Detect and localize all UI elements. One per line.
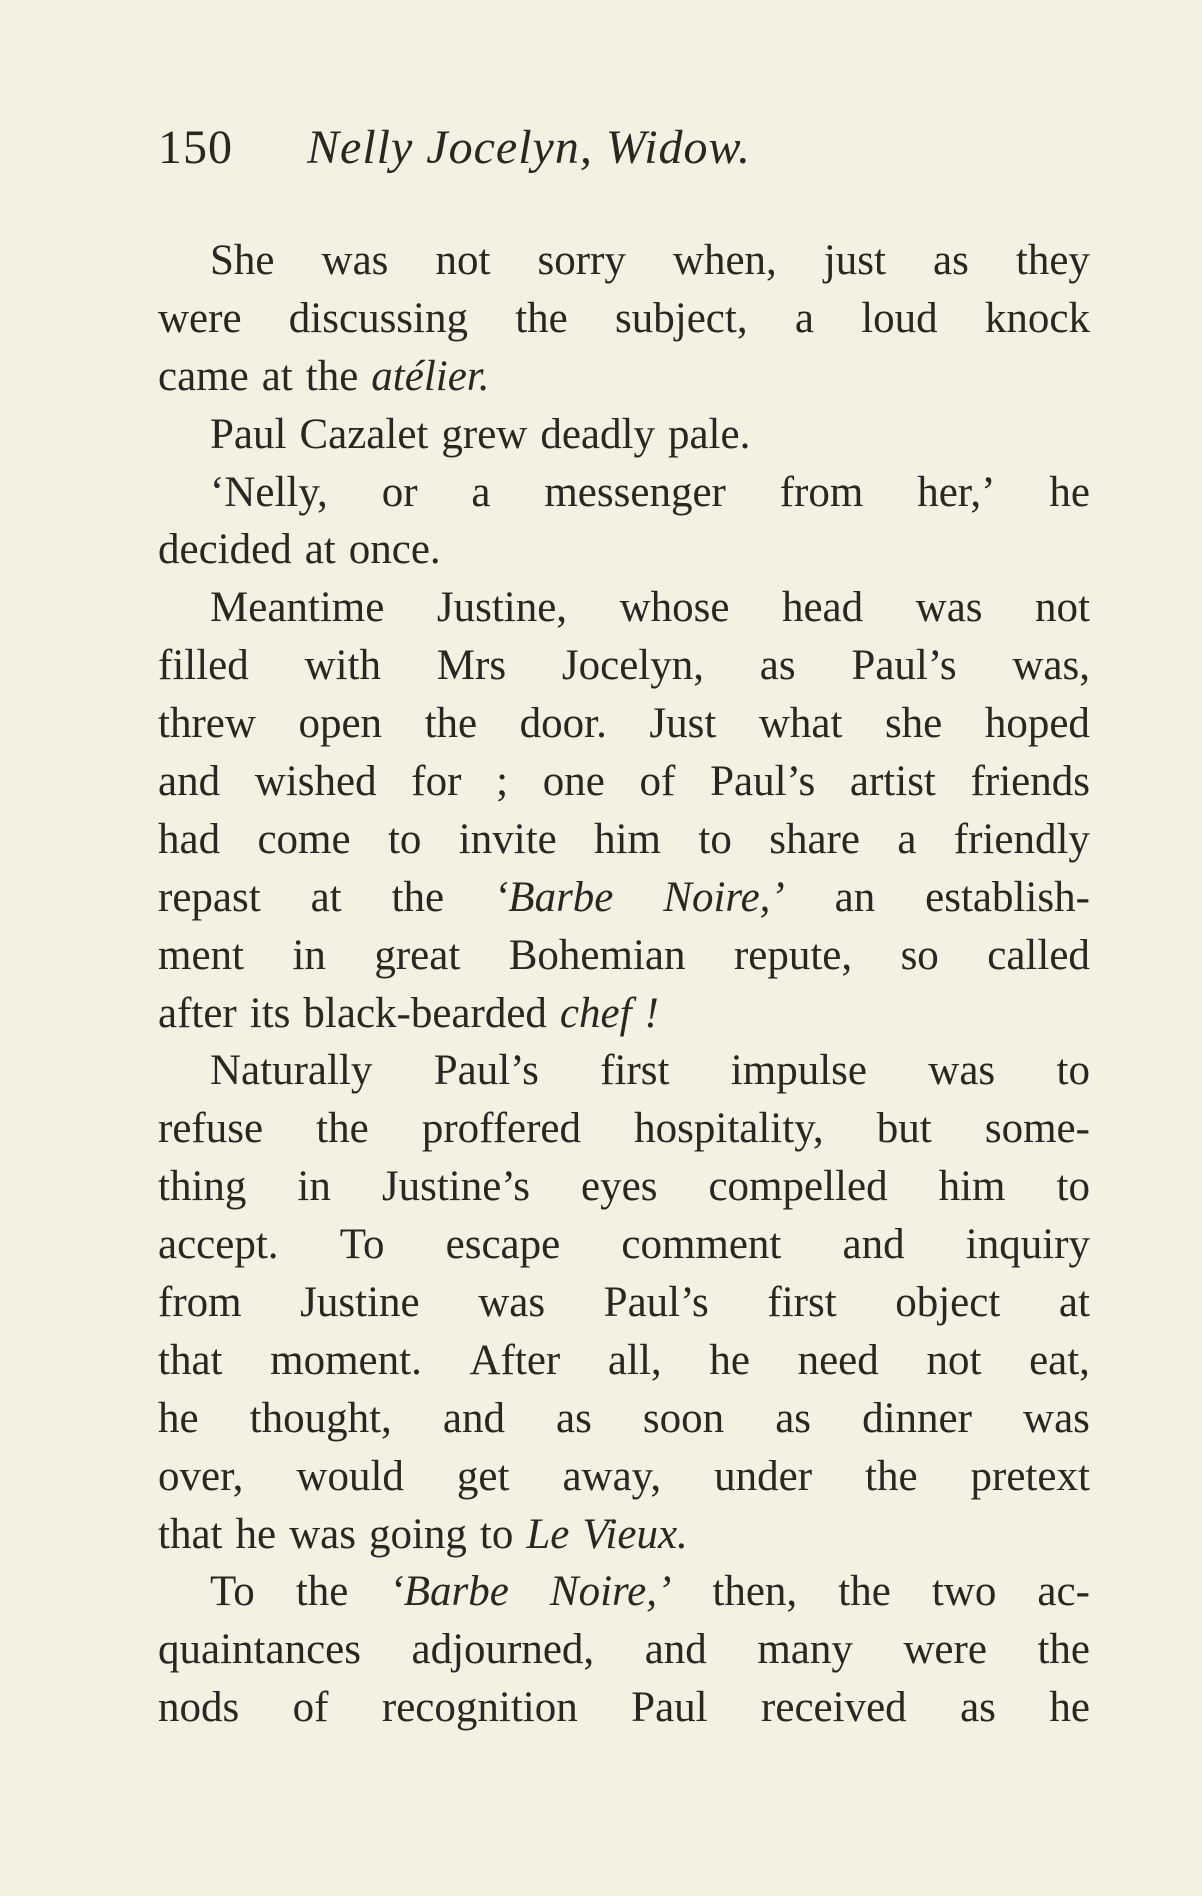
- text-line: threw open the door. Just what she hoped: [158, 700, 1090, 748]
- text-line: after its black-bearded chef !: [158, 989, 659, 1037]
- text-line: repast at the ‘Barbe Noire,’ an establish-: [158, 873, 1090, 921]
- text-line: quaintances adjourned, and many were the: [158, 1626, 1090, 1674]
- text-line: decided at once.: [158, 526, 441, 574]
- text-line: that moment. After all, he need not eat,: [158, 1336, 1090, 1384]
- text-line: Naturally Paul’s first impulse was to: [210, 1047, 1090, 1095]
- running-head: [158, 118, 1058, 178]
- text-line: To the ‘Barbe Noire,’ then, the two ac-: [210, 1568, 1090, 1616]
- text-line: Paul Cazalet grew deadly pale.: [210, 410, 751, 458]
- page-number: 150: [158, 121, 233, 174]
- text-line: thing in Justine’s eyes compelled him to: [158, 1163, 1090, 1211]
- text-line: refuse the proffered hospitality, but some-: [158, 1105, 1090, 1153]
- running-title: Nelly Jocelyn, Widow.: [307, 121, 751, 174]
- text-line: filled with Mrs Jocelyn, as Paul’s was,: [158, 642, 1090, 690]
- text-line: that he was going to Le Vieux.: [158, 1510, 688, 1558]
- text-line: came at the atélier.: [158, 352, 490, 400]
- text-line: over, would get away, under the pretext: [158, 1452, 1090, 1500]
- text-line: ‘Nelly, or a messenger from her,’ he: [210, 468, 1090, 516]
- text-line: nods of recognition Paul received as he: [158, 1684, 1090, 1732]
- text-line: from Justine was Paul’s first object at: [158, 1279, 1090, 1327]
- text-line: he thought, and as soon as dinner was: [158, 1394, 1090, 1442]
- text-line: She was not sorry when, just as they: [210, 237, 1090, 284]
- text-line: accept. To escape comment and inquiry: [158, 1221, 1090, 1269]
- text-line: ment in great Bohemian repute, so called: [158, 931, 1090, 979]
- body-text: [158, 232, 1090, 1737]
- text-line: Meantime Justine, whose head was not: [210, 584, 1090, 632]
- text-line: were discussing the subject, a loud knock: [158, 294, 1090, 342]
- text-line: and wished for ; one of Paul’s artist friends: [158, 758, 1090, 806]
- text-line: had come to invite him to share a friendly: [158, 815, 1090, 863]
